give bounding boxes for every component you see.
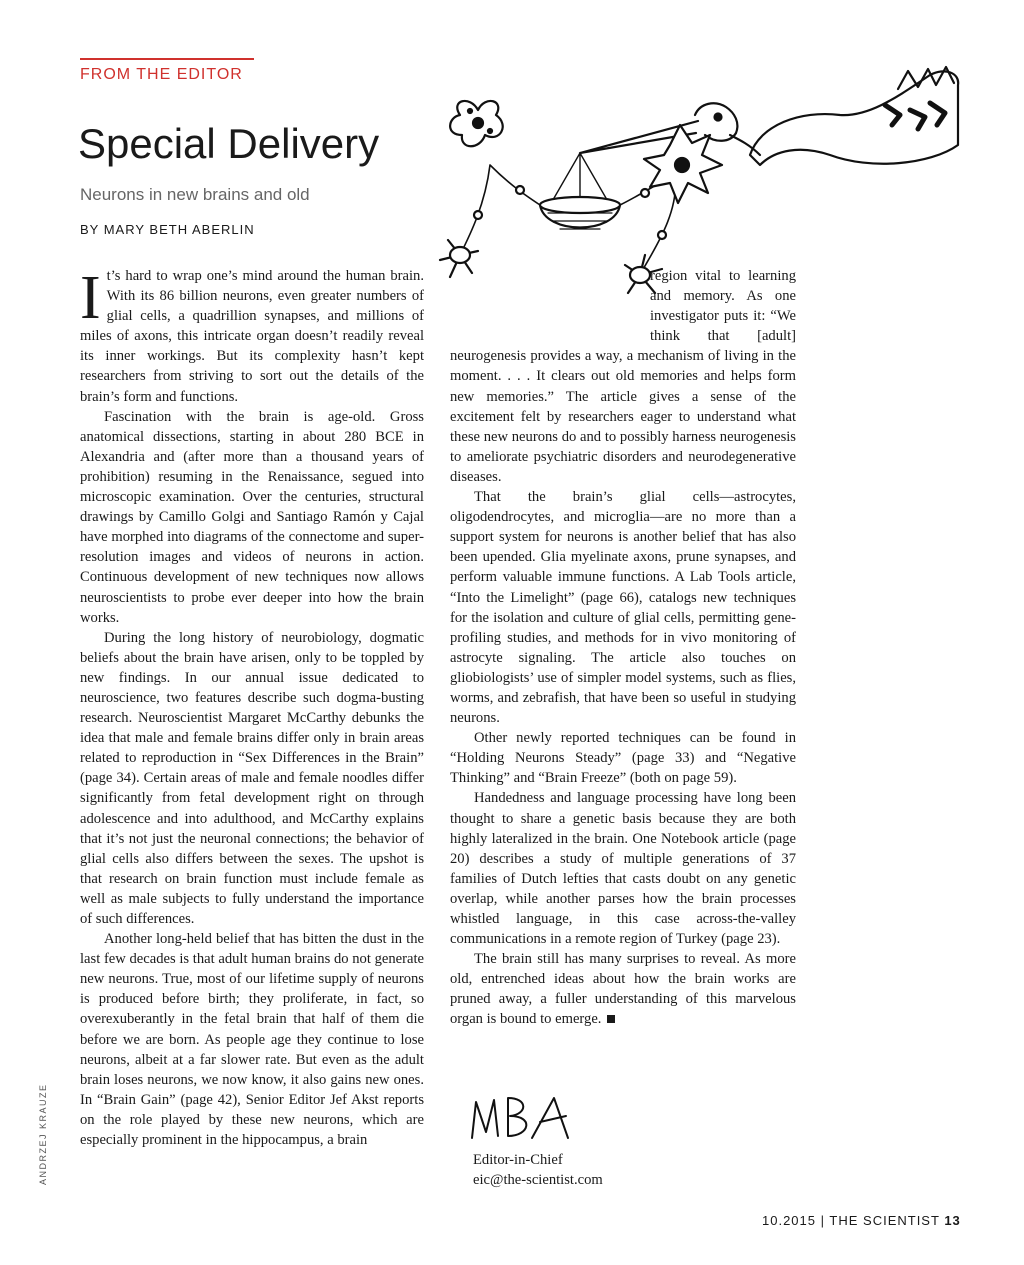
paragraph-3: During the long history of neurobiology, dogmatic beliefs about the brain have arisen, only to be toppled by new findings. In our annual issue dedicated to neuroscience, two features describe such dogma-busting research. Neuroscientist Margaret McCarthy debunks the idea that male and female brains differ only in brain areas related to reproduction in “Sex Differences in the Brain” (page 34). Certain areas of male and female noodles differ significantly from fetal development right on through adolescence and into adulthood, and McCarthy explains that it’s not just the neuronal connections; the behavior of glial cells also differs between the sexes. The upshot is that research on brain function must include female as well as male subjects to fully understand the importance of such differences. xyxy=(80,629,424,927)
paragraph-4: Another long-held belief that has bitten the dust in the last few decades is that adult human brains do not generate new neurons. True, most of our lifetime supply of neurons is produced before birth; they proliferate, in fact, so overexuberantly in the fetal brain that half of them die before we are born. As people age they continue to lose neurons, albeit at a far slower rate. But even as the adult brain loses neurons, we now know, it also gains new ones. In “Brain Gain” (page 42), Senior Editor Jef Akst reports on the role played by these new neurons, which are especially prominent in the hippocampus, a brain xyxy=(80,931,424,1149)
paragraph-5 xyxy=(450,266,796,487)
illustration-wrap-space xyxy=(450,266,650,346)
signoff xyxy=(473,1150,603,1190)
section-kicker: FROM THE EDITOR xyxy=(80,66,243,83)
signoff-title: Editor-in-Chief xyxy=(473,1152,563,1168)
handwritten-signature xyxy=(468,1092,588,1146)
signoff-email[interactable]: eic@the-scientist.com xyxy=(473,1172,603,1188)
paragraph-6: That the brain’s glial cells—astrocytes, oligodendrocytes, and microglia—are no more than a support system for neurons is another belief that has also been upended. Glia myelinate axons, prune synapses, and perform valuable immune functions. A Lab Tools article, “Into the Limelight” (page 66), catalogs new techniques for the isolation and culture of glial cells, permitting gene-profiling studies, and methods for in vivo monitoring of astrocyte signaling. The article also touches on gliobiologists’ use of simpler model systems, such as flies, worms, and zebrafish, that have been so useful in studying neurons. xyxy=(450,489,796,727)
paragraph-1 xyxy=(80,266,424,407)
paragraph-2: Fascination with the brain is age-old. Gross anatomical dissections, starting in about 280 BCE in Alexandria and (after more than a thousand years of prohibition) resuming in the Renaissance, segued into microscopic examination. Over the centuries, structural drawings by Camillo Golgi and Santiago Ramón y Cajal have morphed into diagrams of the connectome and super-resolution images and videos of neurons in action. Continuous development of new techniques now allows neuroscientists to probe ever deeper into how the brain works. xyxy=(80,408,424,626)
paragraph-5-text: region vital to learning and memory. As one investigator puts it: “We think that [adult] neurogenesis provides a way, a mechanism of living in the moment. . . . It clears out old memories and helps form new memories.” The article gives a sense of the excitement felt by researchers eager to understand what these new neurons do and to possibly harness neurogenesis to ameliorate psychiatric disorders and neurodegenerative diseases. xyxy=(450,268,796,485)
body-column-left xyxy=(80,266,424,1150)
paragraph-7: Other newly reported techniques can be found in “Holding Neurons Steady” (page 33) and “Negative Thinking” and “Brain Freeze” (both on page 59). xyxy=(450,730,796,787)
folio-separator: | xyxy=(820,1213,826,1228)
end-mark-icon xyxy=(607,1015,615,1023)
illustration-credit: ANDRZEJ KRAUZE xyxy=(38,1083,48,1185)
paragraph-1-text: t’s hard to wrap one’s mind around the human brain. With its 86 billion neurons, even greater numbers of glial cells, a quadrillion synapses, and millions of miles of axons, this intricate organ doesn’t readily reveal its inner workings. But its complexity hasn’t kept researchers from striving to sort out the details of the brain’s form and functions. xyxy=(80,268,424,405)
kicker-rule xyxy=(80,58,254,60)
byline: BY MARY BETH ABERLIN xyxy=(80,222,255,237)
article-title: Special Delivery xyxy=(78,120,380,167)
drop-cap: I xyxy=(80,264,101,332)
folio-issue: 10.2015 xyxy=(762,1213,816,1228)
paragraph-9 xyxy=(450,949,796,1029)
body-column-right xyxy=(450,266,796,1030)
paragraph-8: Handedness and language processing have long been thought to share a genetic basis because they are both highly lateralized in the brain. One Notebook article (page 20) describes a study of multiple generations of 37 families of Dutch lefties that casts doubt on any genetic overlap, while another parses how the brain processes whistled language, in this case across-the-valley communications in a remote region of Turkey (page 23). xyxy=(450,790,796,948)
paragraph-9-text: The brain still has many surprises to reveal. As more old, entrenched ideas about how the brain works are pruned away, a fuller understanding of this marvelous organ is bound to emerge. xyxy=(450,951,796,1028)
folio-magazine: THE SCIENTIST xyxy=(829,1213,940,1228)
page-folio xyxy=(762,1213,961,1228)
article-subtitle: Neurons in new brains and old xyxy=(80,185,310,204)
folio-page-number: 13 xyxy=(944,1213,961,1228)
